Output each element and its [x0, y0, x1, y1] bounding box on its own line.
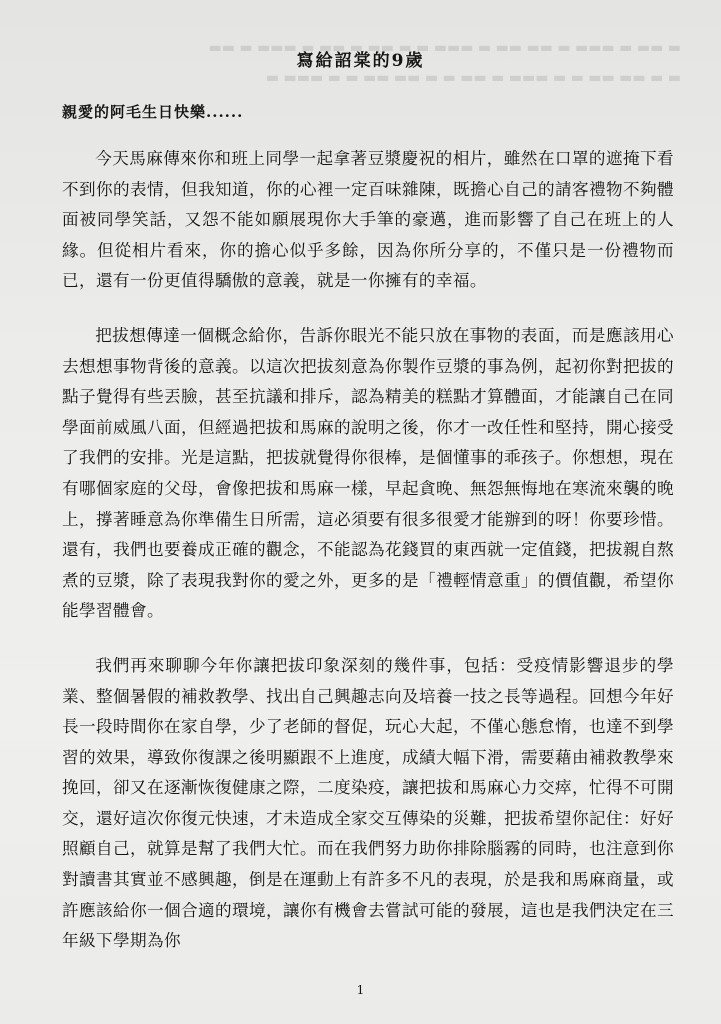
show-through-shadow: ▬ ▬▬ ▬ ▬▬▬ ▬ ▬▬ ▬▬ ▬ ▬▬▬ ▬ ▬ ▬▬ ▬ ▬▬ ▬ ▬▬▬ ▬ ▬▬: [208, 40, 681, 56]
paragraph-1: 今天馬麻傳來你和班上同學一起拿著豆漿慶祝的相片，雖然在口罩的遮掩下看不到你的表情，但我知道，你的心裡一定百味雜陳，既擔心自己的請客禮物不夠體面被同學笑話，又怨不能如願展現你大手筆的豪邁，進而影響了自己在班上的人緣。但從相片看來，你的擔心似乎多餘，因為你所分享的，不僅只是一份禮物而已，還有一份更值得驕傲的意義，就是一你擁有的幸福。: [62, 149, 674, 291]
greeting-line: 親愛的阿毛生日快樂......: [62, 103, 244, 121]
paragraph-2: 把拔想傳達一個概念給你，告訴你眼光不能只放在事物的表面，而是應該用心去想想事物背後的意義。以這次把拔刻意為你製作豆漿的事為例，起初你對把拔的點子覺得有些丟臉，甚至抗議和排斥，認為精美的糕點才算體面，才能讓自己在同學面前威風八面，但經過把拔和馬麻的說明之後，你才一改任性和堅持，開心接受了我們的安排。光是這點，把拔就覺得你很棒，是個懂事的乖孩子。你想想，現在有哪個家庭的父母，會像把拔和馬麻一樣，早起貪晚、無怨無悔地在寒流來襲的晚上，撐著睡意為你準備生日所需，這必須要有很多很愛才能辦到的呀！你要珍惜。還有，我們也要養成正確的觀念，不能認為花錢買的東西就一定值錢，把拔親自熬煮的豆漿，除了表現我對你的愛之外，更多的是「禮輕情意重」的價值觀，希望你能學習體會。: [62, 325, 674, 621]
page-number: 1: [356, 983, 365, 997]
paragraph-3: 我們再來聊聊今年你讓把拔印象深刻的幾件事，包括：受疫情影響退步的學業、整個暑假的補救教學、找出自己興趣志向及培養一技之長等過程。回想今年好長一段時間你在家自學，少了老師的督促，玩心大起，不僅心態怠惰，也達不到學習的效果，導致你復課之後明顯跟不上進度，成績大幅下滑，需要藉由補救教學來挽回，卻又在逐漸恢復健康之際，二度染疫，讓把拔和馬麻心力交瘁，忙得不可開交，還好這次你復元快速，才未造成全家交互傳染的災難，把拔希望你記住：好好照顧自己，就算是幫了我們大忙。而在我們努力助你排除腦霧的同時，也注意到你對讀書其實並不感興趣，倒是在運動上有許多不凡的表現，於是我和馬麻商量，或許應該給你一個合適的環境，讓你有機會去嘗試可能的發展，這也是我們決定在三年級下學期為你: [62, 655, 674, 951]
show-through-shadow: ▬ ▬ ▬▬ ▬▬ ▬ ▬ ▬▬▬ ▬ ▬▬ ▬ ▬ ▬▬ ▬▬ ▬ ▬ ▬▬▬ ▬: [265, 70, 681, 86]
document-title: 寫給詔棠的9歲: [296, 51, 425, 71]
letter-body: [62, 144, 674, 981]
